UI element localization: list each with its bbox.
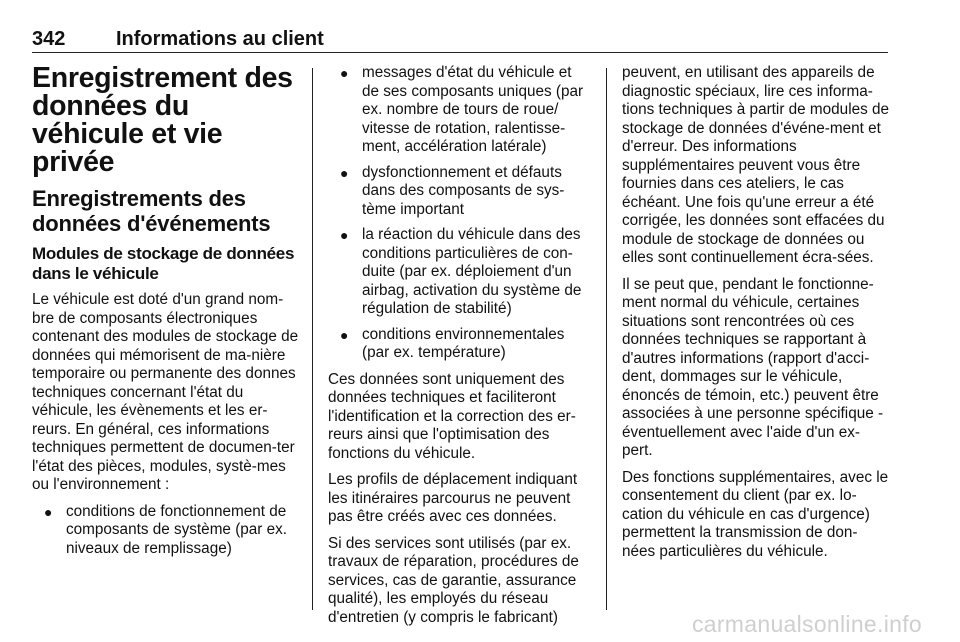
list-item (328, 326, 592, 363)
paragraph: peuvent, en utilisant des appareils de diagnostic spéciaux, lire ces informa-tions techniques à partir de modules de stockage de données d'événe-ment et d'erreur. Des informations supplémentaires peuvent vous être fournies dans ces ateliers, le cas échéant. Une fois qu'une erreur a été corrigée, les données sont effacées du module de stockage de données ou elles sont continuellement écra-sées. (622, 64, 890, 266)
intro-paragraph: Le véhicule est doté d'un grand nom-bre de composants électroniques contenant des modules de stockage de données qui mémorisent de ma-nière temporaire ou permanente des donnes techniques concernant l'état du véhicule, les évènements et les er-reurs. En général, ces informations techniques permettent de documen-ter l'état des pièces, modules, systè-mes ou l'environnement : (32, 291, 299, 493)
paragraph: Des fonctions supplémentaires, avec le consentement du client (par ex. lo-cation du véhicule en cas d'urgence) permettent la transmission de don-nées particulières du véhicule. (622, 468, 889, 560)
running-title: Informations au client (116, 28, 324, 50)
list-item (328, 226, 592, 319)
list-item-text: conditions environnementales (par ex. température) (362, 325, 565, 361)
main-heading: Enregistrement des données du véhicule et vie privée (32, 62, 293, 178)
column-3 (622, 64, 890, 569)
list-item (328, 64, 592, 157)
bullet-icon: ● (340, 65, 349, 81)
paragraph: Les profils de déplacement indiquant les itinéraires parcourus ne peuvent pas être créés avec ces données. (328, 471, 578, 525)
column-divider-1 (312, 68, 313, 610)
list-item-text: conditions de fonctionnement de composants de système (par ex. niveaux de remplissage) (66, 502, 288, 557)
bullet-icon: ● (340, 164, 349, 181)
column-1 (32, 64, 300, 566)
list-item-text: messages d'état du véhicule et de ses composants uniques (par ex. nombre de tours de roue/ vitesse de rotation, ralentisse-ment, accélération latérale) (362, 64, 584, 155)
bullet-icon: ● (340, 326, 349, 343)
watermark: carmanualsonline.info (691, 611, 922, 637)
bullet-list-2 (328, 64, 592, 363)
paragraph: Il se peut que, pendant le fonctionne-ment normal du véhicule, certaines situations sont rencontrées où ces données techniques se rapportant à d'autres informations (rapport d'acci-dent, dommages sur le véhicule, énoncés de témoin, etc.) peuvent être associées à une personne spécifique - éventuellement avec l'aide d'un ex-pert. (622, 275, 884, 459)
paragraph: Si des services sont utilisés (par ex. travaux de réparation, procédures de services, cas de garantie, assurance qualité), les employés du réseau d'entretien (y compris le fabricant) (328, 534, 579, 626)
section-heading: Enregistrements des données d'événements (32, 186, 271, 236)
paragraph: Ces données sont uniquement des données techniques et faciliteront l'identification et la correction des er-reurs ainsi que l'optimisation des fonctions du véhicule. (328, 370, 576, 462)
bullet-list-1 (32, 503, 300, 559)
list-item-text: dysfonctionnement et défauts dans des composants de sys-tème important (362, 163, 565, 218)
bullet-icon: ● (44, 503, 53, 520)
page-number: 342 (32, 28, 66, 50)
bullet-icon: ● (340, 227, 349, 243)
page-header (32, 26, 888, 53)
column-divider-2 (606, 68, 607, 610)
list-item (32, 503, 300, 559)
column-2 (328, 64, 592, 635)
list-item-text: la réaction du véhicule dans des conditions particulières de con-duite (par ex. déploiement d'un airbag, activation du système de régulation de stabilité) (362, 226, 582, 317)
list-item (328, 164, 592, 220)
subsection-heading: Modules de stockage de données dans le véhicule (32, 244, 295, 283)
